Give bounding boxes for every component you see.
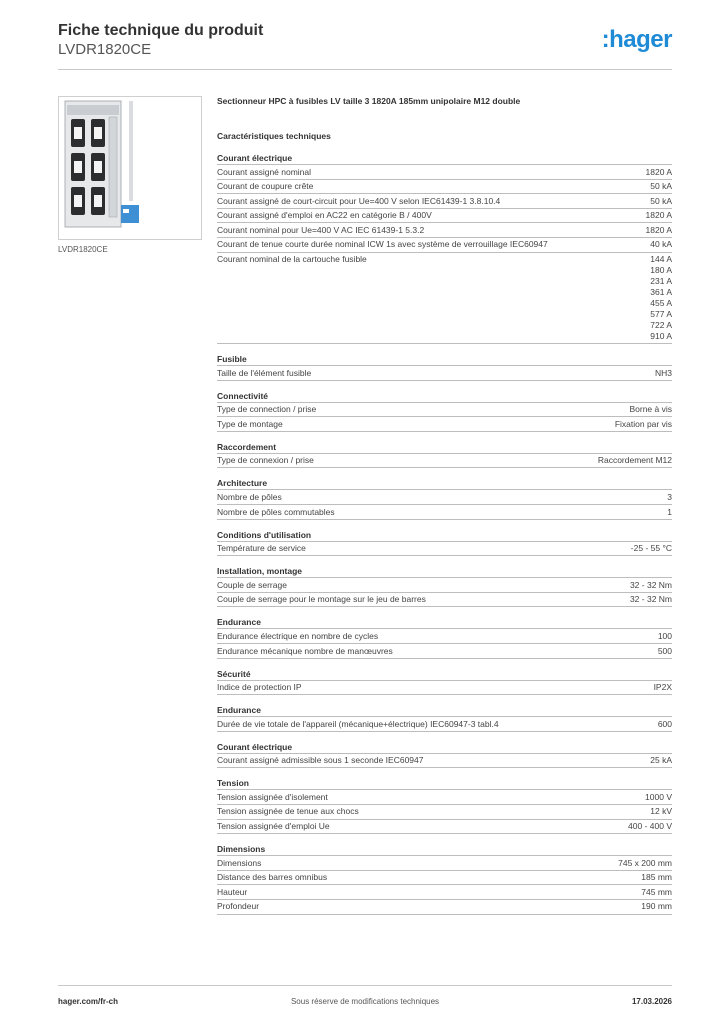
page-header: [58, 22, 672, 70]
spec-label: Courant assigné nominal: [217, 166, 312, 177]
section-title: Courant électrique: [217, 151, 672, 165]
spec-value-line: 3: [667, 491, 672, 502]
spec-label: Tension assignée d'isolement: [217, 791, 328, 802]
section-title: Conditions d'utilisation: [217, 528, 672, 542]
spec-value: [615, 419, 672, 430]
spec-value-line: 745 mm: [641, 886, 672, 897]
spec-row: [217, 820, 672, 835]
spec-label: Nombre de pôles: [217, 491, 282, 502]
spec-label: Tension assignée de tenue aux chocs: [217, 806, 359, 817]
spec-label: Courant nominal de la cartouche fusible: [217, 254, 367, 265]
spec-value: [628, 821, 672, 832]
section-title: Connectivité: [217, 389, 672, 403]
spec-section: [217, 476, 672, 519]
spec-value-line: 1: [667, 506, 672, 517]
spec-value-line: Raccordement M12: [597, 455, 672, 466]
spec-label: Courant assigné d'emploi en AC22 en catégorie B / 400V: [217, 210, 432, 221]
section-title: Tension: [217, 776, 672, 790]
spec-row: [217, 223, 672, 238]
spec-row: [217, 454, 672, 469]
spec-value: [650, 254, 672, 342]
spec-value: [629, 404, 672, 415]
spec-value: [667, 492, 672, 503]
spec-value-line: 25 kA: [650, 755, 672, 766]
spec-value: [641, 887, 672, 898]
spec-value: [641, 872, 672, 883]
footer-disclaimer: Sous réserve de modifications techniques: [290, 997, 440, 1006]
spec-value: [646, 210, 672, 221]
spec-row: [217, 717, 672, 732]
product-description: Sectionneur HPC à fusibles LV taille 3 1820A 185mm unipolaire M12 double: [217, 96, 521, 106]
page-footer: [58, 991, 672, 1007]
spec-value-line: 910 A: [650, 331, 672, 342]
logo-prefix: :: [601, 26, 610, 53]
spec-value: [618, 858, 672, 869]
spec-value-line: 231 A: [650, 276, 672, 287]
spec-value: [646, 225, 672, 236]
spec-value-line: 577 A: [650, 309, 672, 320]
spec-row: [217, 805, 672, 820]
spec-section: [217, 440, 672, 469]
spec-row: [217, 238, 672, 253]
tech-heading: Caractéristiques techniques: [217, 131, 331, 141]
section-title: Installation, montage: [217, 564, 672, 578]
spec-section: [217, 842, 672, 914]
spec-row: [217, 165, 672, 180]
product-code: LVDR1820CE: [58, 41, 152, 58]
spec-row: [217, 871, 672, 886]
spec-label: Couple de serrage: [217, 579, 287, 590]
section-title: Dimensions: [217, 842, 672, 856]
spec-row: [217, 490, 672, 505]
spec-value-line: 1000 V: [645, 791, 672, 802]
spec-value-line: 745 x 200 mm: [618, 857, 672, 868]
spec-label: Tension assignée d'emploi Ue: [217, 821, 330, 832]
spec-content: [217, 96, 672, 915]
spec-section: [217, 352, 672, 381]
spec-value: [645, 792, 672, 803]
spec-value-line: 190 mm: [641, 901, 672, 912]
spec-row: [217, 754, 672, 769]
spec-row: [217, 578, 672, 593]
product-image: [58, 96, 202, 240]
spec-value: [630, 580, 672, 591]
spec-label: Profondeur: [217, 901, 260, 912]
spec-value-line: 12 kV: [650, 806, 672, 817]
spec-value: [650, 806, 672, 817]
spec-label: Nombre de pôles commutables: [217, 506, 335, 517]
spec-label: Endurance électrique en nombre de cycles: [217, 630, 379, 641]
section-title: Raccordement: [217, 440, 672, 454]
spec-row: [217, 644, 672, 659]
footer-divider: [58, 985, 672, 986]
spec-section: [217, 151, 672, 344]
spec-row: [217, 681, 672, 696]
spec-value-line: 500: [657, 645, 672, 656]
spec-value: [658, 646, 672, 657]
spec-value: [641, 901, 672, 912]
spec-value-line: -25 - 55 °C: [630, 543, 672, 554]
spec-value: [598, 455, 672, 466]
spec-value-line: 722 A: [650, 320, 672, 331]
spec-value-line: 32 - 32 Nm: [629, 594, 672, 605]
spec-label: Distance des barres omnibus: [217, 872, 328, 883]
spec-section: [217, 667, 672, 696]
spec-value-line: IP2X: [653, 682, 672, 693]
spec-row: [217, 209, 672, 224]
spec-value-line: 1820 A: [645, 210, 672, 221]
spec-value-line: 100: [657, 630, 672, 641]
spec-section: [217, 389, 672, 432]
spec-value-line: Fixation par vis: [614, 418, 672, 429]
footer-date: 17.03.2026: [631, 997, 672, 1006]
spec-row: [217, 194, 672, 209]
spec-label: Courant assigné de court-circuit pour Ue=400 V selon IEC61439-1 3.8.10.4: [217, 195, 501, 206]
spec-label: Type de connection / prise: [217, 404, 317, 415]
spec-value: [631, 543, 672, 554]
spec-value-line: 1820 A: [645, 166, 672, 177]
spec-value: [658, 719, 672, 730]
spec-section: [217, 740, 672, 769]
spec-value-line: 185 mm: [641, 872, 672, 883]
spec-label: Durée de vie totale de l'appareil (mécanique+électrique) IEC60947-3 tabl.4: [217, 718, 499, 729]
spec-value-line: 144 A: [650, 254, 672, 265]
spec-value: [646, 167, 672, 178]
spec-value: [654, 682, 672, 693]
fuse-switch-illustration: [59, 97, 201, 239]
spec-value-line: 40 kA: [650, 239, 672, 250]
spec-label: Dimensions: [217, 857, 262, 868]
spec-row: [217, 593, 672, 608]
spec-value: [658, 631, 672, 642]
image-caption: LVDR1820CE: [58, 245, 108, 254]
spec-value-line: 400 - 400 V: [628, 821, 672, 832]
spec-label: Type de connexion / prise: [217, 455, 314, 466]
footer-website: hager.com/fr-ch: [58, 997, 119, 1006]
spec-label: Courant de coupure crête: [217, 181, 314, 192]
spec-sections: [217, 151, 672, 915]
section-title: Fusible: [217, 352, 672, 366]
spec-row: [217, 180, 672, 195]
page-title: Fiche technique du produit: [58, 22, 264, 39]
spec-value: [650, 181, 672, 192]
spec-row: [217, 790, 672, 805]
spec-row: [217, 505, 672, 520]
spec-row: [217, 403, 672, 418]
spec-label: Couple de serrage pour le montage sur le jeu de barres: [217, 594, 426, 605]
spec-row: [217, 366, 672, 381]
spec-value: [650, 239, 672, 250]
hager-logo: [602, 28, 672, 52]
spec-value: [650, 196, 672, 207]
spec-row: [217, 629, 672, 644]
spec-value: [650, 755, 672, 766]
spec-row: [217, 900, 672, 915]
spec-label: Température de service: [217, 543, 306, 554]
spec-label: Taille de l'élément fusible: [217, 367, 312, 378]
spec-row: [217, 417, 672, 432]
spec-value-line: 455 A: [650, 298, 672, 309]
spec-row: [217, 856, 672, 871]
spec-value-line: 50 kA: [650, 181, 672, 192]
spec-section: [217, 776, 672, 834]
spec-value: [630, 594, 672, 605]
spec-label: Endurance mécanique nombre de manœuvres: [217, 645, 393, 656]
spec-value: [667, 507, 672, 518]
spec-value-line: 361 A: [650, 287, 672, 298]
spec-row: [217, 542, 672, 557]
spec-row: [217, 885, 672, 900]
section-title: Endurance: [217, 615, 672, 629]
spec-label: Hauteur: [217, 886, 248, 897]
spec-value-line: Borne à vis: [629, 404, 672, 415]
spec-row: [217, 253, 672, 345]
spec-label: Courant de tenue courte durée nominal ICW 1s avec système de verrouillage IEC60947: [217, 239, 548, 250]
spec-value-line: 180 A: [650, 265, 672, 276]
section-title: Courant électrique: [217, 740, 672, 754]
spec-section: [217, 528, 672, 557]
spec-value-line: 1820 A: [645, 224, 672, 235]
spec-value-line: 600: [657, 718, 672, 729]
section-title: Architecture: [217, 476, 672, 490]
spec-value-line: 50 kA: [650, 195, 672, 206]
spec-value-line: 32 - 32 Nm: [629, 579, 672, 590]
section-title: Endurance: [217, 703, 672, 717]
spec-section: [217, 615, 672, 658]
spec-value: [655, 368, 672, 379]
spec-label: Type de montage: [217, 418, 283, 429]
spec-section: [217, 703, 672, 732]
spec-section: [217, 564, 672, 607]
spec-label: Courant assigné admissible sous 1 seconde IEC60947: [217, 755, 424, 766]
logo-text: hager: [609, 26, 672, 53]
spec-label: Indice de protection IP: [217, 682, 302, 693]
spec-label: Courant nominal pour Ue=400 V AC IEC 61439-1 5.3.2: [217, 224, 425, 235]
spec-value-line: NH3: [654, 367, 672, 378]
section-title: Sécurité: [217, 667, 672, 681]
header-divider: [58, 69, 672, 70]
